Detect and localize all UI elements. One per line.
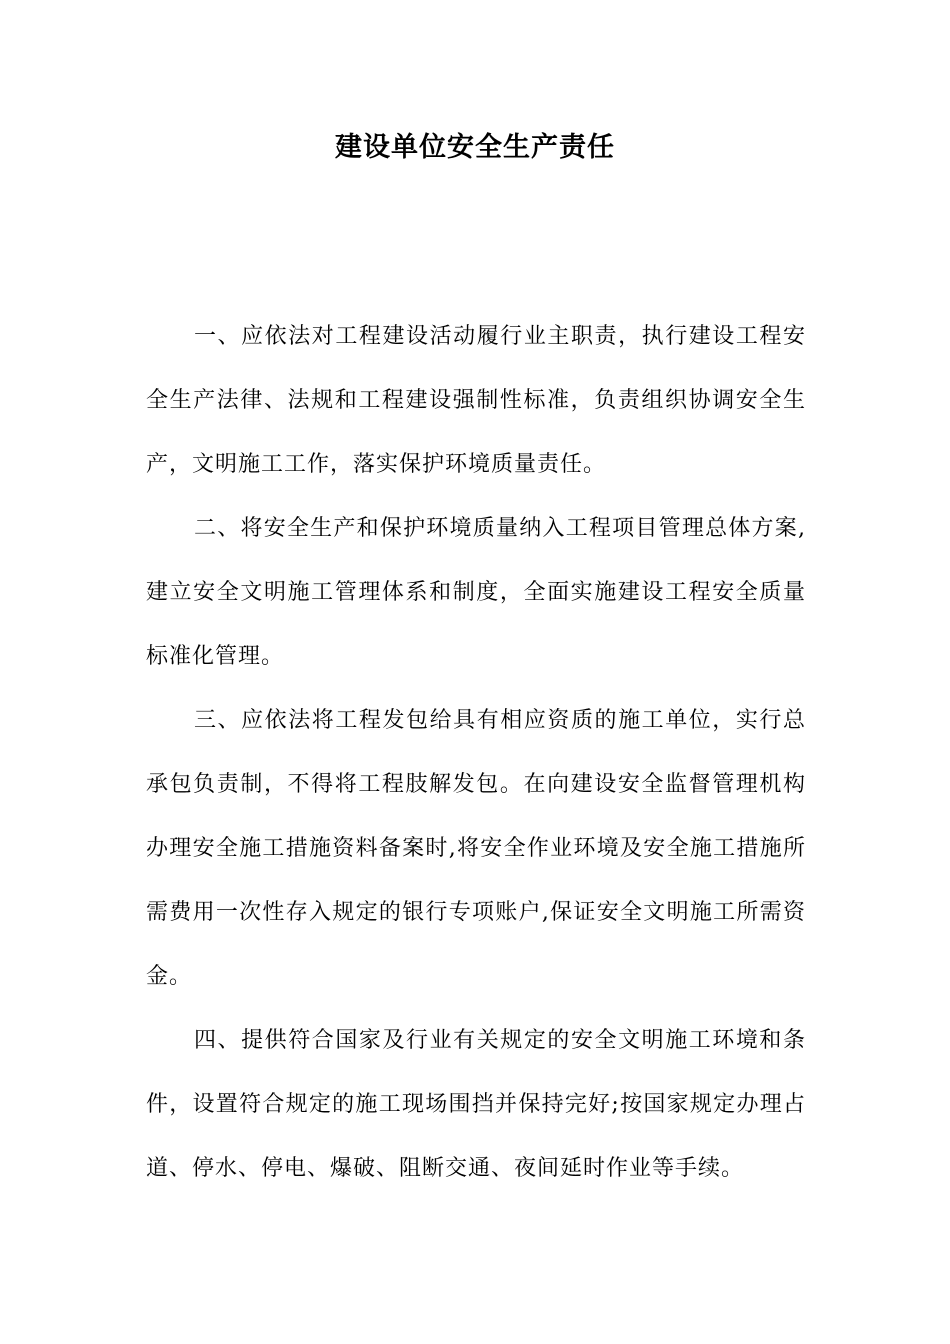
paragraph-3: 三、应依法将工程发包给具有相应资质的施工单位，实行总承包负责制，不得将工程肢解发包。在向建设安全监督管理机构办理安全施工措施资料备案时,将安全作业环境及安全施工措施所需费用一次性存入规定的银行专项账户,保证安全文明施工所需资金。 (146, 708, 806, 989)
document-body (146, 305, 806, 1201)
paragraph-4: 四、提供符合国家及行业有关规定的安全文明施工环境和条件，设置符合规定的施工现场围挡并保持完好;按国家规定办理占道、停水、停电、爆破、阻断交通、夜间延时作业等手续。 (146, 1028, 806, 1181)
paragraph-2: 二、将安全生产和保护环境质量纳入工程项目管理总体方案,建立安全文明施工管理体系和制度，全面实施建设工程安全质量标准化管理。 (146, 516, 806, 669)
paragraph-1: 一、应依法对工程建设活动履行业主职责，执行建设工程安全生产法律、法规和工程建设强制性标准，负责组织协调安全生产，文明施工工作，落实保护环境质量责任。 (146, 324, 806, 477)
document-title: 建设单位安全生产责任 (335, 132, 615, 163)
